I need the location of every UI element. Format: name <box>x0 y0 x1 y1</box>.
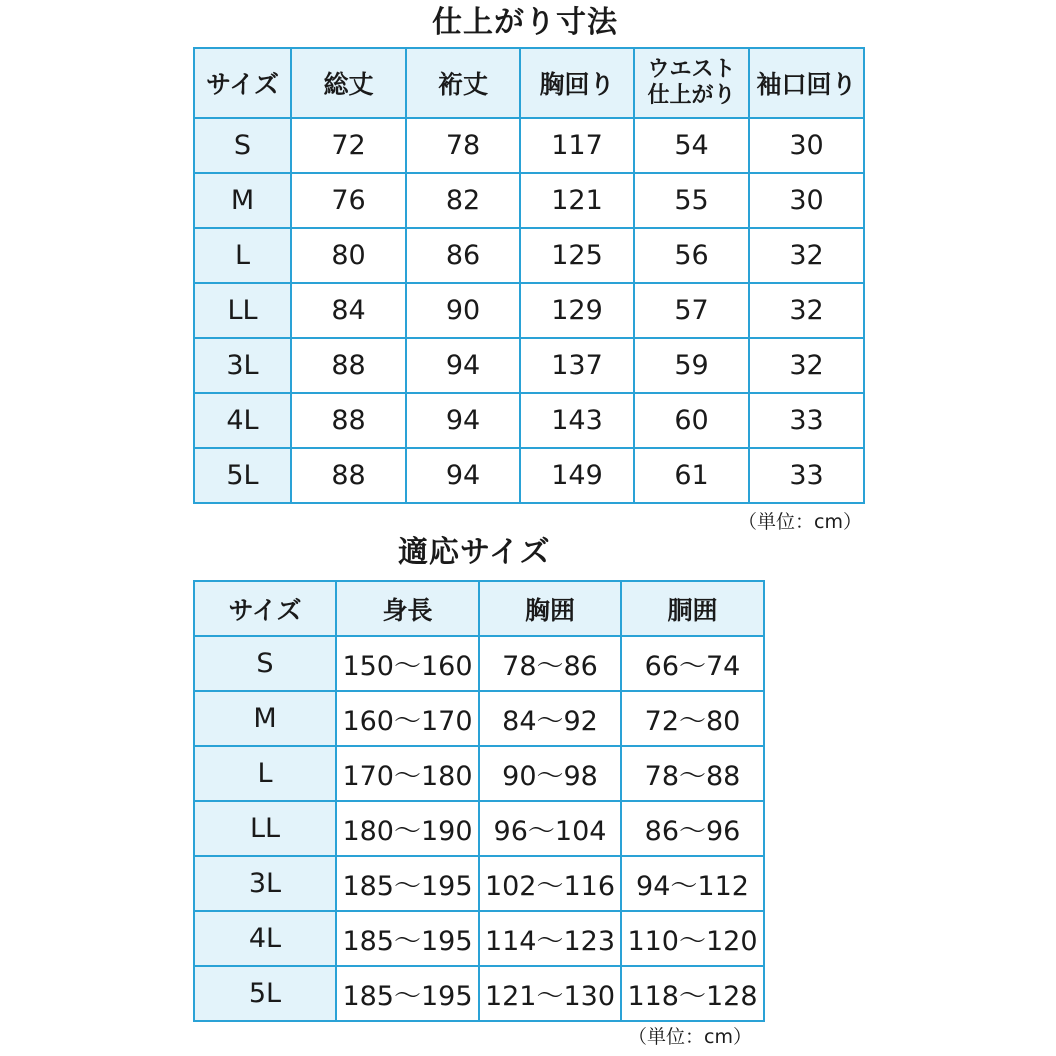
finished-dimensions-title: 仕上がり寸法 <box>432 5 618 40</box>
value-cell: 61 <box>634 448 749 503</box>
value-cell: 117 <box>520 118 634 173</box>
size-cell: L <box>194 746 336 801</box>
table-row <box>194 393 864 448</box>
size-cell: S <box>194 118 291 173</box>
value-cell: 86 <box>406 228 520 283</box>
table-row <box>194 228 864 283</box>
value-cell: 88 <box>291 448 406 503</box>
unit-note: （単位：cm） <box>738 511 862 533</box>
header-cuff: 袖口回り <box>749 48 864 118</box>
value-cell: 96～104 <box>479 801 621 856</box>
header-chest: 胸回り <box>520 48 634 118</box>
value-cell: 78～88 <box>621 746 764 801</box>
header-waist-girth: 胴囲 <box>621 581 764 636</box>
value-cell: 78 <box>406 118 520 173</box>
value-cell: 110～120 <box>621 911 764 966</box>
size-cell: 4L <box>194 393 291 448</box>
size-cell: LL <box>194 801 336 856</box>
size-cell: M <box>194 691 336 746</box>
header-waist-finished: ウエスト 仕上がり <box>634 48 749 118</box>
value-cell: 170～180 <box>336 746 479 801</box>
value-cell: 185～195 <box>336 911 479 966</box>
size-cell: L <box>194 228 291 283</box>
value-cell: 180～190 <box>336 801 479 856</box>
value-cell: 72～80 <box>621 691 764 746</box>
size-cell: 5L <box>194 448 291 503</box>
value-cell: 150～160 <box>336 636 479 691</box>
unit-note: （単位：cm） <box>628 1026 752 1048</box>
size-cell: 3L <box>194 856 336 911</box>
table-header-row <box>194 581 764 636</box>
header-chest-girth: 胸囲 <box>479 581 621 636</box>
value-cell: 121～130 <box>479 966 621 1021</box>
value-cell: 30 <box>749 118 864 173</box>
value-cell: 66～74 <box>621 636 764 691</box>
value-cell: 94 <box>406 448 520 503</box>
value-cell: 84 <box>291 283 406 338</box>
value-cell: 72 <box>291 118 406 173</box>
value-cell: 84～92 <box>479 691 621 746</box>
value-cell: 90 <box>406 283 520 338</box>
header-size: サイズ <box>194 581 336 636</box>
value-cell: 32 <box>749 283 864 338</box>
value-cell: 185～195 <box>336 856 479 911</box>
value-cell: 137 <box>520 338 634 393</box>
table-row <box>194 283 864 338</box>
value-cell: 121 <box>520 173 634 228</box>
value-cell: 60 <box>634 393 749 448</box>
value-cell: 80 <box>291 228 406 283</box>
value-cell: 114～123 <box>479 911 621 966</box>
value-cell: 88 <box>291 393 406 448</box>
table-row <box>194 911 764 966</box>
value-cell: 59 <box>634 338 749 393</box>
table-row <box>194 966 764 1021</box>
header-size: サイズ <box>194 48 291 118</box>
value-cell: 143 <box>520 393 634 448</box>
table-header-row <box>194 48 864 118</box>
size-cell: 4L <box>194 911 336 966</box>
header-height: 身長 <box>336 581 479 636</box>
value-cell: 76 <box>291 173 406 228</box>
value-cell: 33 <box>749 393 864 448</box>
value-cell: 160～170 <box>336 691 479 746</box>
value-cell: 94～112 <box>621 856 764 911</box>
size-cell: 3L <box>194 338 291 393</box>
header-total-length: 総丈 <box>291 48 406 118</box>
value-cell: 94 <box>406 393 520 448</box>
value-cell: 57 <box>634 283 749 338</box>
finished-dimensions-table <box>193 47 865 504</box>
table-row <box>194 636 764 691</box>
value-cell: 102～116 <box>479 856 621 911</box>
table-row <box>194 691 764 746</box>
value-cell: 90～98 <box>479 746 621 801</box>
value-cell: 129 <box>520 283 634 338</box>
table-row <box>194 746 764 801</box>
table-row <box>194 448 864 503</box>
size-cell: M <box>194 173 291 228</box>
value-cell: 78～86 <box>479 636 621 691</box>
value-cell: 149 <box>520 448 634 503</box>
table-row <box>194 338 864 393</box>
value-cell: 88 <box>291 338 406 393</box>
value-cell: 33 <box>749 448 864 503</box>
fit-size-table <box>193 580 765 1022</box>
table-row <box>194 118 864 173</box>
value-cell: 125 <box>520 228 634 283</box>
value-cell: 94 <box>406 338 520 393</box>
header-sleeve-length: 裄丈 <box>406 48 520 118</box>
value-cell: 86～96 <box>621 801 764 856</box>
value-cell: 185～195 <box>336 966 479 1021</box>
table-row <box>194 801 764 856</box>
size-cell: 5L <box>194 966 336 1021</box>
value-cell: 118～128 <box>621 966 764 1021</box>
value-cell: 82 <box>406 173 520 228</box>
size-cell: LL <box>194 283 291 338</box>
value-cell: 55 <box>634 173 749 228</box>
table-row <box>194 856 764 911</box>
table-row <box>194 173 864 228</box>
value-cell: 32 <box>749 338 864 393</box>
fit-size-title: 適応サイズ <box>398 535 551 570</box>
size-cell: S <box>194 636 336 691</box>
value-cell: 56 <box>634 228 749 283</box>
value-cell: 54 <box>634 118 749 173</box>
value-cell: 30 <box>749 173 864 228</box>
value-cell: 32 <box>749 228 864 283</box>
